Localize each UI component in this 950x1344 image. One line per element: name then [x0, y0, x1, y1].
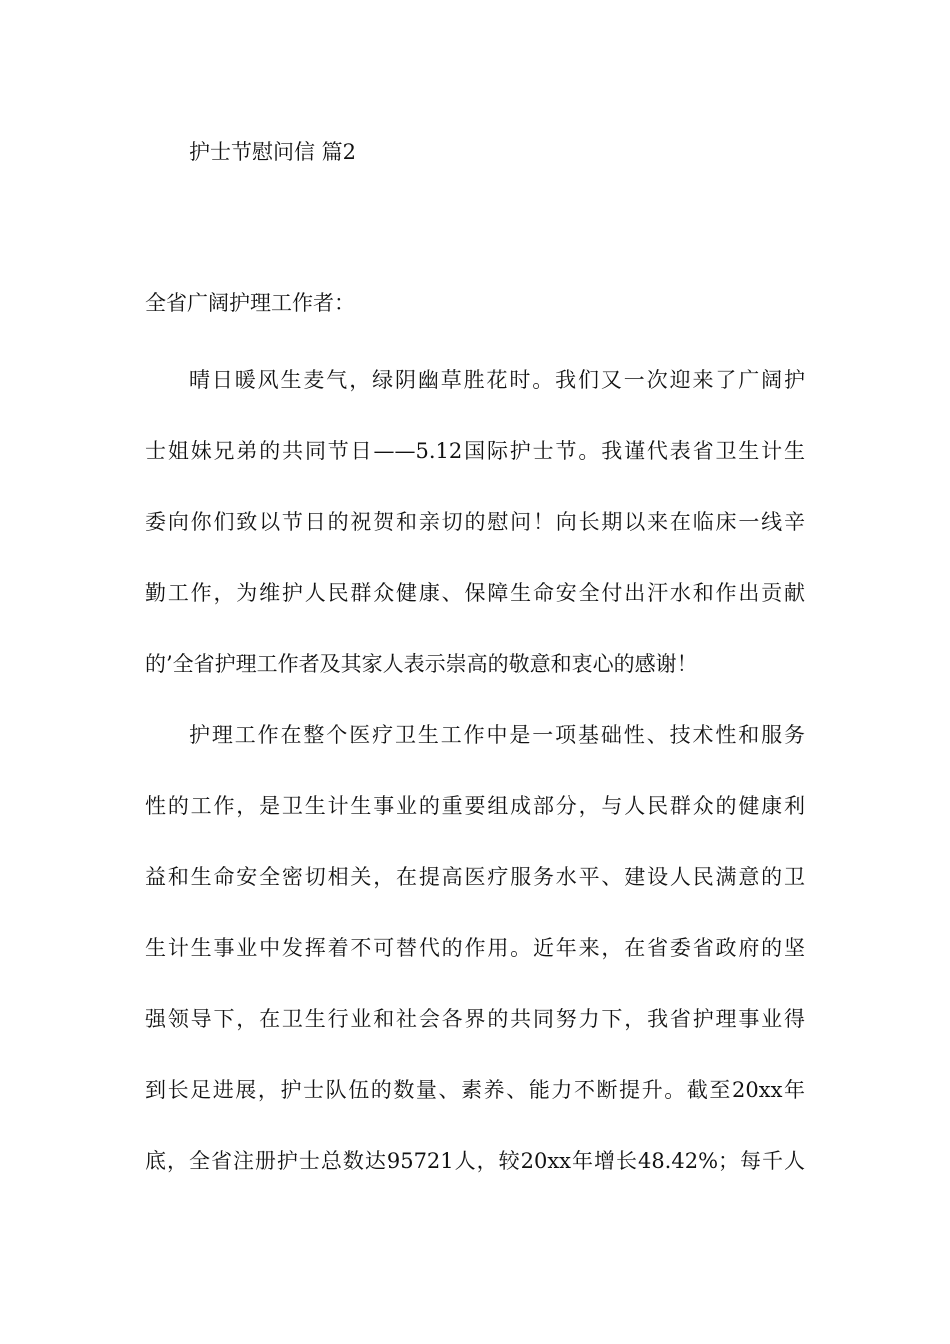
paragraph-2-line: 益和生命安全密切相关，在提高医疗服务水平、建设人民满意的卫 [145, 865, 805, 889]
paragraph-2-line: 护理工作在整个医疗卫生工作中是一项基础性、技术性和服务 [189, 723, 805, 747]
paragraph-2-line: 底，全省注册护士总数达95721人，较20xx年增长48.42%；每千人 [145, 1149, 805, 1173]
document-heading: 护士节慰问信 篇2 [189, 140, 357, 164]
salutation: 全省广阔护理工作者： [145, 291, 355, 315]
paragraph-2-line: 强领导下，在卫生行业和社会各界的共同努力下，我省护理事业得 [145, 1007, 805, 1031]
paragraph-1-line: 勤工作，为维护人民群众健康、保障生命安全付出汗水和作出贡献 [145, 581, 805, 605]
paragraph-2-line: 到长足进展，护士队伍的数量、素养、能力不断提升。截至20xx年 [145, 1078, 805, 1102]
paragraph-2-line: 性的工作，是卫生计生事业的重要组成部分，与人民群众的健康利 [145, 794, 805, 818]
paragraph-1-line: 委向你们致以节日的祝贺和亲切的慰问！向长期以来在临床一线辛 [145, 510, 805, 534]
paragraph-1-line: 的’全省护理工作者及其家人表示崇高的敬意和衷心的感谢！ [145, 652, 698, 676]
paragraph-1-line: 士姐妹兄弟的共同节日——5.12国际护士节。我谨代表省卫生计生 [145, 439, 805, 463]
paragraph-2-line: 生计生事业中发挥着不可替代的作用。近年来，在省委省政府的坚 [145, 936, 805, 960]
paragraph-1-line: 晴日暖风生麦气，绿阴幽草胜花时。我们又一次迎来了广阔护 [189, 368, 805, 392]
